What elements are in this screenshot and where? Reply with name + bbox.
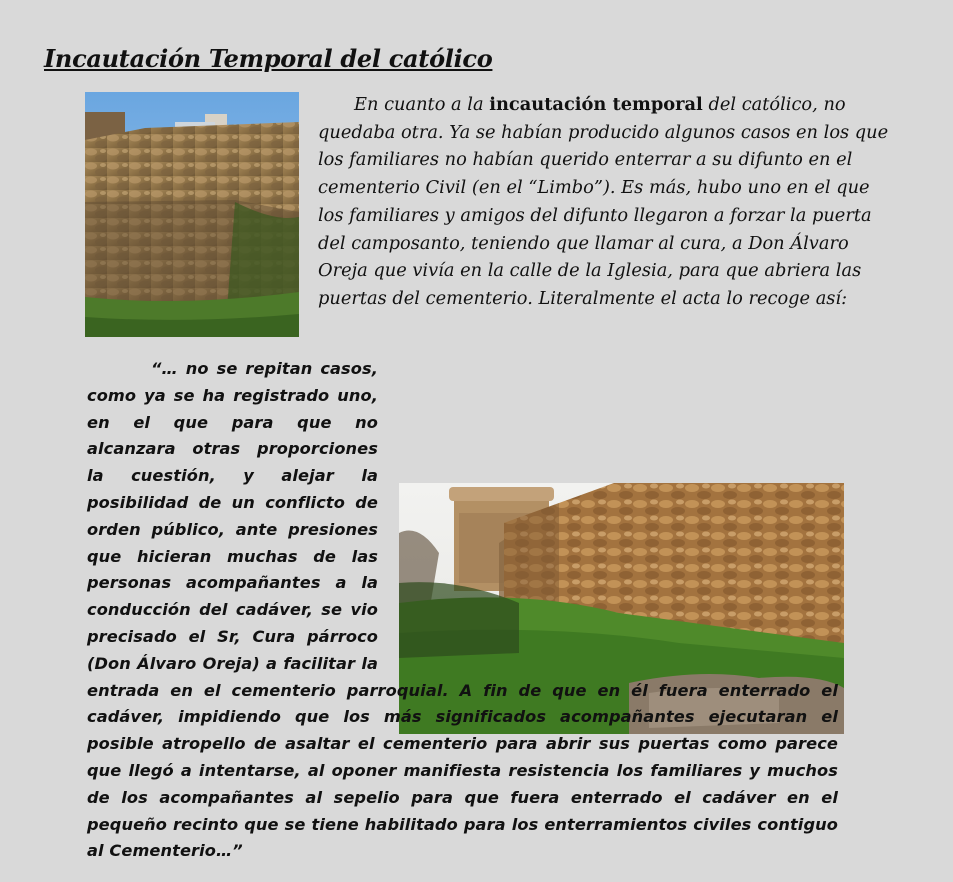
page-title: Incautación Temporal del católico — [44, 44, 493, 73]
image-float-spacer — [378, 366, 838, 652]
quoted-record — [87, 356, 838, 865]
intro-paragraph — [318, 91, 890, 313]
intro-bold-phrase: incautación temporal — [489, 94, 703, 115]
intro-text-start: En cuanto a la — [354, 94, 490, 115]
intro-text-rest: del católico, no quedaba otra. Ya se habían producido algunos casos en los que los familiares no habían querido enterrar a su difunto en el cementerio Civil (en el “Limbo”). Es más, hubo uno en el que los familiares y amigos del difunto llegaron a forzar la puerta del camposanto, teniendo que llamar al cura, a Don Álvaro Oreja que vivía en la calle de la Iglesia, para que abriera las puertas del cementerio. Literalmente el acta lo recoge así: — [318, 94, 889, 309]
stone-wall-photo — [85, 92, 299, 337]
quote-text: “… no se repitan casos, como ya se ha registrado uno, en el que para que no alcanzara otras proporciones la cuestión, y alejar la posibilidad de un conflicto de orden público, ante presiones que hicieran muchas de las personas acompañantes a la conducción del cadáver, se vio precisado el Sr, Cura párroco (Don Álvaro Oreja) a facilitar la entrada en el cementerio parroquial. A fin de que en él fuera enterrado el cadáver, impidiendo que los más significados acompañantes ejecutaran el posible atropello de asaltar el cementerio para abrir sus puertas como parece que llegó a intentarse, al oponer manifiesta resistencia los familiares y muchos de los acompañantes al sepelio para que fuera enterrado el cadáver en el pequeño recinto que se tiene habilitado para los enterramientos civiles contiguo al Cementerio…” — [87, 359, 838, 861]
